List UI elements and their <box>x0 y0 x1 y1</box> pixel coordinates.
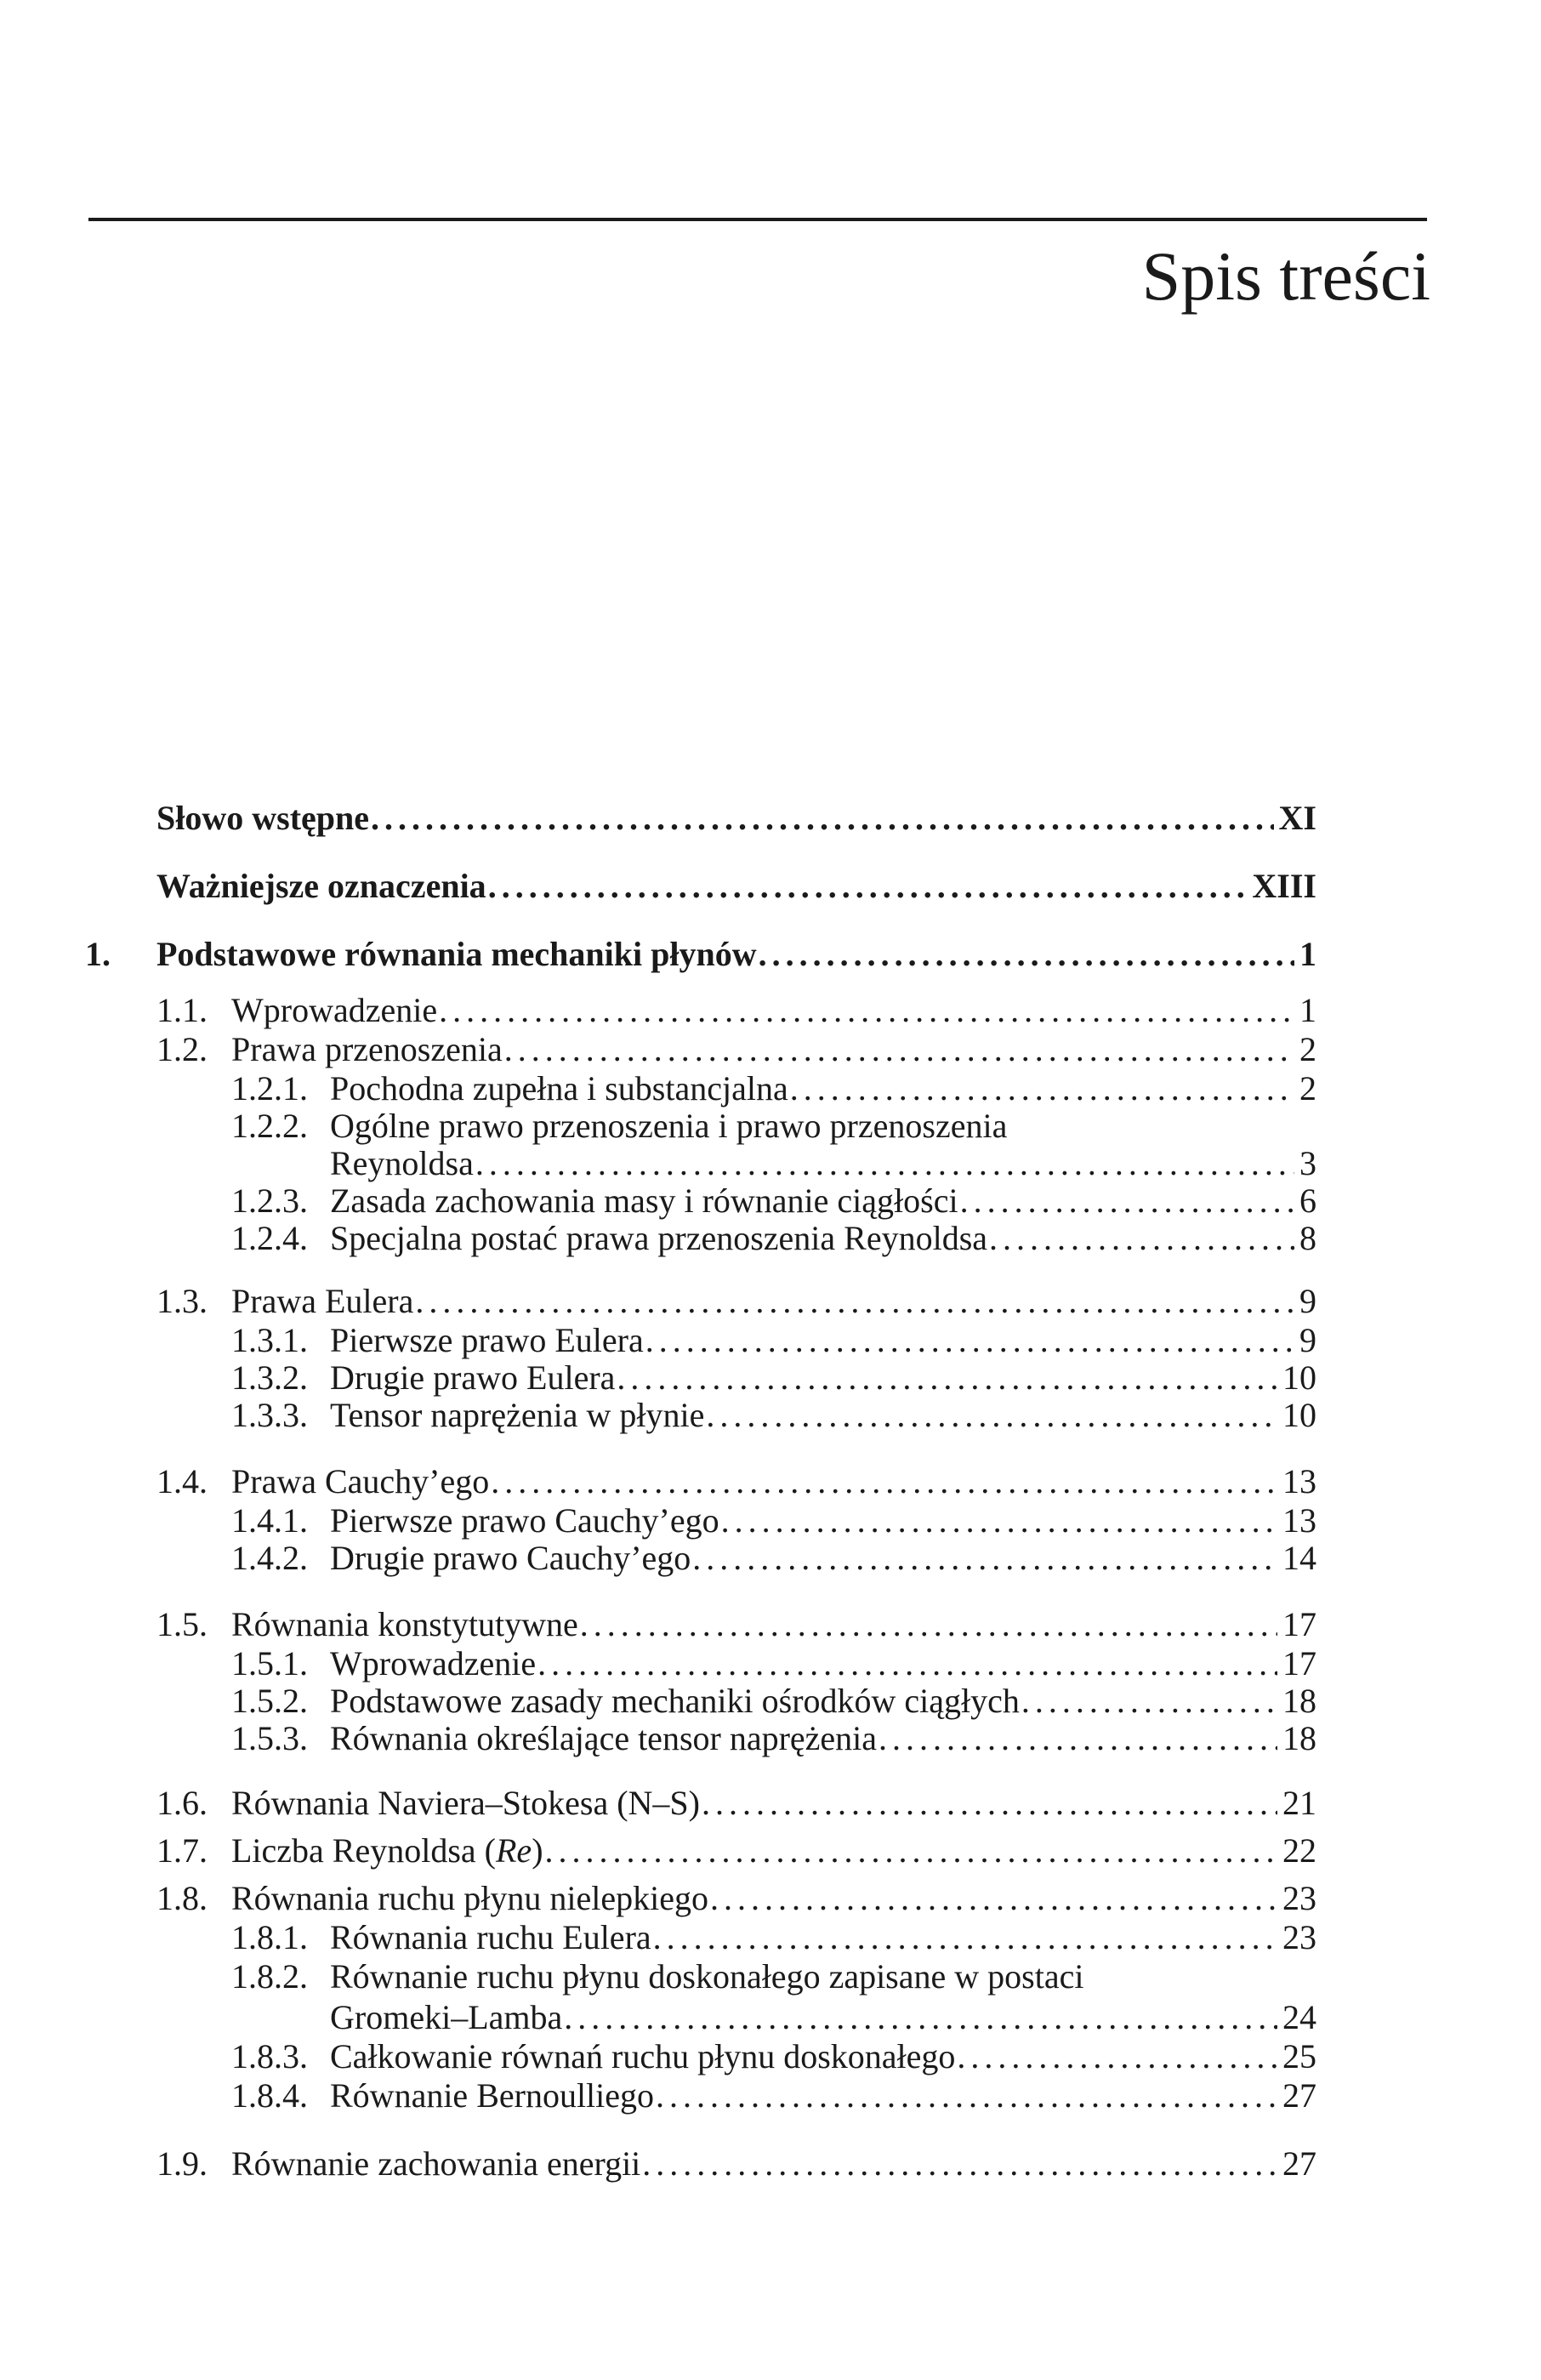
toc-number: 1.3.1. <box>231 1321 308 1359</box>
toc-leader-dots <box>415 1281 1294 1321</box>
toc-page: 17 <box>1282 1605 1316 1643</box>
toc-page: 2 <box>1299 1030 1316 1068</box>
toc-entry-1-8-3[interactable] <box>330 2036 1316 2076</box>
toc-entry-slowo-wstepne[interactable] <box>156 798 1316 838</box>
toc-leader-dots <box>759 934 1294 974</box>
toc-leader-dots <box>957 2036 1277 2076</box>
toc-leader-dots <box>642 2144 1277 2184</box>
toc-number: 1.7. <box>156 1831 208 1870</box>
toc-title: Równanie zachowania energii <box>231 2144 641 2183</box>
toc-page: XIII <box>1252 867 1316 905</box>
toc-title: Podstawowe zasady mechaniki ośrodków ciągłych <box>330 1682 1020 1720</box>
toc-entry-1-4[interactable] <box>231 1461 1316 1501</box>
toc-leader-dots <box>537 1643 1277 1683</box>
toc-title: Pochodna zupełna i substancjalna <box>330 1069 788 1107</box>
toc-title: Pierwsze prawo Cauchy’ego <box>330 1501 719 1540</box>
toc-number: 1.6. <box>156 1784 208 1822</box>
toc-number: 1.8.3. <box>231 2037 308 2075</box>
toc-entry-1-3-2[interactable] <box>330 1358 1316 1398</box>
toc-title: Wprowadzenie <box>330 1644 537 1683</box>
toc-title: Reynoldsa <box>330 1144 474 1182</box>
toc-page: 8 <box>1299 1219 1316 1257</box>
toc-page: 3 <box>1299 1144 1316 1182</box>
toc-number: 1.5.2. <box>231 1682 308 1720</box>
toc-page: 18 <box>1282 1719 1316 1757</box>
toc-number: 1.3. <box>156 1282 208 1320</box>
toc-entry-1-8[interactable] <box>231 1878 1316 1918</box>
toc-entry-1-5-1[interactable] <box>330 1643 1316 1683</box>
toc-leader-dots <box>580 1604 1277 1644</box>
toc-page: 23 <box>1282 1879 1316 1917</box>
toc-leader-dots <box>692 1538 1277 1578</box>
toc-title: Ważniejsze oznaczenia <box>156 867 486 905</box>
toc-number: 1. <box>85 935 111 973</box>
toc-entry-1-3-3[interactable] <box>330 1395 1316 1435</box>
toc-number: 1.2.2. <box>231 1107 308 1145</box>
toc-page: 1 <box>1299 935 1316 973</box>
toc-leader-dots <box>960 1181 1294 1221</box>
toc-number: 1.9. <box>156 2144 208 2183</box>
toc-title: Prawa Cauchy’ego <box>231 1462 490 1500</box>
toc-number: 1.2.4. <box>231 1219 308 1257</box>
toc-leader-dots <box>721 1500 1277 1540</box>
toc-page: 2 <box>1299 1069 1316 1107</box>
toc-entry-1-5[interactable] <box>231 1604 1316 1644</box>
toc-number: 1.3.3. <box>231 1396 308 1434</box>
toc-page: 22 <box>1282 1831 1316 1870</box>
toc-title: Równania określające tensor naprężenia <box>330 1719 878 1757</box>
toc-leader-dots <box>645 1320 1294 1360</box>
toc-page: 18 <box>1282 1682 1316 1720</box>
toc-title: Równanie Bernoulliego <box>330 2076 655 2115</box>
toc-title: Tensor naprężenia w płynie <box>330 1396 705 1434</box>
toc-entry-1-2-1[interactable] <box>330 1068 1316 1108</box>
toc-entry-1-2[interactable] <box>231 1029 1316 1069</box>
toc-page: 14 <box>1282 1539 1316 1577</box>
toc-title: Równania konstytutywne <box>231 1605 578 1643</box>
toc-number: 1.2. <box>156 1030 208 1068</box>
toc-page: 13 <box>1282 1462 1316 1500</box>
toc-number: 1.5.3. <box>231 1719 308 1757</box>
toc-title: Prawa Eulera <box>231 1282 414 1320</box>
toc-entry-1-5-2[interactable] <box>330 1681 1316 1721</box>
toc-title: Drugie prawo Cauchy’ego <box>330 1539 691 1577</box>
toc-entry-1-3-1[interactable] <box>330 1320 1316 1360</box>
toc-number: 1.8. <box>156 1879 208 1917</box>
toc-title: Podstawowe równania mechaniki płynów <box>156 935 757 973</box>
toc-title: Całkowanie równań ruchu płynu doskonałego <box>330 2037 956 2075</box>
toc-title: Równania ruchu Eulera <box>330 1918 651 1956</box>
toc-entry-1-2-4[interactable] <box>330 1218 1316 1258</box>
toc-leader-dots <box>653 1917 1277 1957</box>
toc-page: 17 <box>1282 1644 1316 1683</box>
toc-leader-dots <box>475 1143 1294 1183</box>
toc-entry-1-6[interactable] <box>231 1783 1316 1823</box>
toc-leader-dots <box>879 1718 1277 1758</box>
toc-number: 1.2.1. <box>231 1069 308 1107</box>
toc-entry-1-8-1[interactable] <box>330 1917 1316 1957</box>
toc-page: XI <box>1278 799 1316 837</box>
toc-page: 25 <box>1282 2037 1316 2075</box>
toc-title <box>231 1831 543 1870</box>
toc-entry-1-5-3[interactable] <box>330 1718 1316 1758</box>
toc-number: 1.3.2. <box>231 1358 308 1397</box>
toc-number: 1.8.4. <box>231 2076 308 2115</box>
toc-entry-chapter-1[interactable] <box>156 934 1316 974</box>
toc-title-prefix: Liczba Reynoldsa ( <box>231 1831 496 1870</box>
toc-entry-1-9[interactable] <box>231 2144 1316 2184</box>
toc-entry-1-3[interactable] <box>231 1281 1316 1321</box>
toc-title-italic: Re <box>496 1831 532 1870</box>
toc-entry-1-2-3[interactable] <box>330 1181 1316 1221</box>
toc-entry-1-8-4[interactable] <box>330 2075 1316 2115</box>
toc-entry-1-8-2[interactable] <box>330 1997 1316 2037</box>
toc-number: 1.4. <box>156 1462 208 1500</box>
toc-title: Słowo wstępne <box>156 799 370 837</box>
toc-title-line1: Równanie ruchu płynu doskonałego zapisane w postaci <box>330 1957 1084 1996</box>
toc-number: 1.8.2. <box>231 1957 308 1996</box>
toc-number: 1.2.3. <box>231 1181 308 1220</box>
toc-leader-dots <box>439 990 1294 1030</box>
toc-title-suffix: ) <box>532 1831 543 1870</box>
toc-entry-1-2-2[interactable] <box>330 1143 1316 1183</box>
toc-page: 23 <box>1282 1918 1316 1956</box>
toc-number: 1.1. <box>156 991 208 1029</box>
toc-page: 9 <box>1299 1282 1316 1320</box>
toc-number: 1.4.1. <box>231 1501 308 1540</box>
toc-title: Równania ruchu płynu nielepkiego <box>231 1879 708 1917</box>
toc-page: 27 <box>1282 2144 1316 2183</box>
toc-page: 24 <box>1282 1998 1316 2036</box>
toc-page: 10 <box>1282 1396 1316 1434</box>
toc-entry-1-7[interactable] <box>231 1831 1316 1870</box>
toc-page: 6 <box>1299 1181 1316 1220</box>
toc-number: 1.8.1. <box>231 1918 308 1956</box>
toc-page: 10 <box>1282 1358 1316 1397</box>
toc-leader-dots <box>371 798 1274 838</box>
toc-leader-dots <box>617 1358 1277 1398</box>
page-title: Spis treści <box>1141 237 1430 315</box>
toc-leader-dots <box>702 1783 1277 1823</box>
toc-title: Specjalna postać prawa przenoszenia Reynoldsa <box>330 1219 988 1257</box>
toc-entry-1-4-2[interactable] <box>330 1538 1316 1578</box>
toc-leader-dots <box>564 1997 1277 2037</box>
toc-number: 1.4.2. <box>231 1539 308 1577</box>
toc-leader-dots <box>488 866 1248 906</box>
toc-title-line1: Ogólne prawo przenoszenia i prawo przenoszenia <box>330 1107 1008 1145</box>
toc-page: 13 <box>1282 1501 1316 1540</box>
toc-entry-1-4-1[interactable] <box>330 1500 1316 1540</box>
toc-leader-dots <box>710 1878 1277 1918</box>
toc-page: 1 <box>1299 991 1316 1029</box>
header-rule <box>88 218 1427 221</box>
toc-title: Zasada zachowania masy i równanie ciągłości <box>330 1181 958 1220</box>
toc-leader-dots <box>989 1218 1294 1258</box>
toc-page: 21 <box>1282 1784 1316 1822</box>
toc-title: Prawa przenoszenia <box>231 1030 503 1068</box>
toc-page: 27 <box>1282 2076 1316 2115</box>
toc-entry-wazniejsze-oznaczenia[interactable] <box>156 866 1316 906</box>
toc-title: Wprowadzenie <box>231 991 438 1029</box>
toc-number: 1.5. <box>156 1605 208 1643</box>
toc-page: 9 <box>1299 1321 1316 1359</box>
toc-leader-dots <box>790 1068 1294 1108</box>
toc-title: Drugie prawo Eulera <box>330 1358 616 1397</box>
toc-leader-dots <box>504 1029 1294 1069</box>
toc-title: Gromeki–Lamba <box>330 1998 563 2036</box>
toc-number: 1.5.1. <box>231 1644 308 1683</box>
toc-title: Równania Naviera–Stokesa (N–S) <box>231 1784 700 1822</box>
toc-title: Pierwsze prawo Eulera <box>330 1321 644 1359</box>
toc-leader-dots <box>706 1395 1277 1435</box>
toc-leader-dots <box>656 2075 1277 2115</box>
toc-leader-dots <box>545 1831 1277 1870</box>
toc-leader-dots <box>1021 1681 1277 1721</box>
toc-leader-dots <box>491 1461 1277 1501</box>
toc-entry-1-1[interactable] <box>231 990 1316 1030</box>
